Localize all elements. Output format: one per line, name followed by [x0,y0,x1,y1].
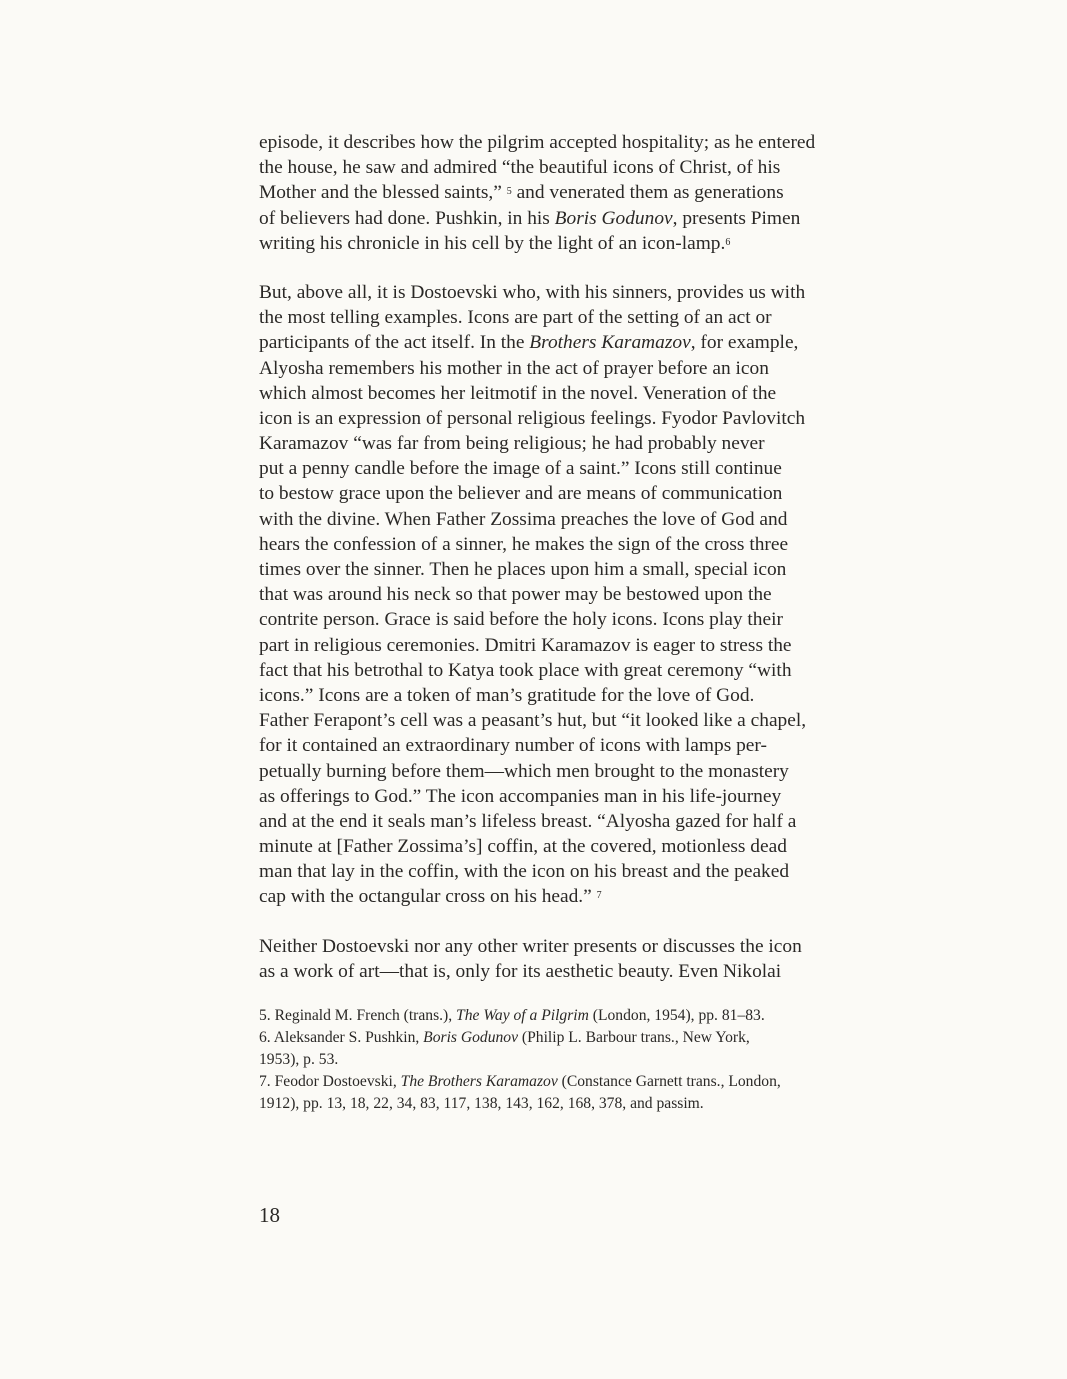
footnote-reference: 6 [725,236,731,248]
paragraph [259,280,919,910]
text-line [259,809,919,834]
text-run: hears the confession of a sinner, he makes the sign of the cross three [259,533,789,555]
text-run: the most telling examples. Icons are part of the setting of an act or [259,307,772,329]
footnote-line [259,1093,919,1115]
italic-title: The Brothers Karamazov [400,1073,558,1090]
text-run: of believers had done. Pushkin, in his [259,207,555,229]
footnote-reference: 7 [596,890,602,902]
text-line [259,934,919,959]
footnote-reference: 5 [506,186,512,198]
text-line [259,280,919,305]
text-run: (Philip L. Barbour trans., New York, [518,1029,750,1046]
text-line [259,206,919,231]
text-run: put a penny candle before the image of a saint.” Icons still continue [259,458,782,480]
text-run: 1912), pp. 13, 18, 22, 34, 83, 117, 138, 143, 162, 168, 378, and passim. [259,1095,704,1112]
text-line [259,456,919,481]
text-run: But, above all, it is Dostoevski who, with his sinners, provides us with [259,281,806,303]
text-run: , for example, [690,332,799,354]
paragraph-gap [259,910,919,934]
text-run: episode, it describes how the pilgrim accepted hospitality; as he entered [259,132,816,153]
text-run: which almost becomes her leitmotif in the novel. Veneration of the [259,382,777,404]
text-run: Alyosha remembers his mother in the act of prayer before an icon [259,357,769,379]
text-line [259,633,919,658]
text-line [259,155,919,180]
text-line [259,532,919,557]
text-line [259,305,919,330]
text-run: cap with the octangular cross on his head.” [259,886,597,908]
footnote-line [259,1027,919,1049]
italic-title: Boris Godunov [423,1029,519,1046]
text-line [259,582,919,607]
footnote-line [259,1049,919,1071]
text-line [259,733,919,758]
text-line [259,381,919,406]
text-line [259,658,919,683]
text-run: Mother and the blessed saints,” [259,182,507,204]
text-line [259,481,919,506]
text-run: Neither Dostoevski nor any other writer presents or discusses the icon [259,935,802,957]
text-run: part in religious ceremonies. Dmitri Karamazov is eager to stress the [259,634,792,656]
footnotes [259,1005,919,1115]
footnote-line [259,1071,919,1093]
text-run: petually burning before them—which men brought to the monastery [259,760,789,782]
italic-title: Boris Godunov [554,207,673,229]
paragraph-gap [259,256,919,280]
text-line [259,180,919,205]
text-run: contrite person. Grace is said before the holy icons. Icons play their [259,609,783,631]
text-run: 5. Reginald M. French (trans.), [259,1007,457,1024]
footnote-line [259,1005,919,1027]
text-run: that was around his neck so that power may be bestowed upon the [259,584,772,606]
text-line [259,431,919,456]
text-run: as a work of art—that is, only for its aesthetic beauty. Even Nikolai [259,960,782,982]
text-line [259,356,919,381]
text-line [259,406,919,431]
text-run: Karamazov “was far from being religious; he had probably never [259,433,765,455]
text-line [259,959,919,984]
italic-title: The Way of a Pilgrim [456,1007,589,1024]
text-run: man that lay in the coffin, with the icon on his breast and the peaked [259,861,790,883]
text-run: icons.” Icons are a token of man’s gratitude for the love of God. [259,684,755,706]
text-run: (Constance Garnett trans., London, [557,1073,781,1090]
text-line [259,507,919,532]
text-run: , presents Pimen [672,207,801,229]
text-line [259,708,919,733]
paragraph [259,130,919,256]
text-run: 6. Aleksander S. Pushkin, [259,1029,424,1046]
text-run: minute at [Father Zossima’s] coffin, at the covered, motionless dead [259,836,787,858]
text-run: and at the end it seals man’s lifeless breast. “Alyosha gazed for half a [259,810,797,832]
text-line [259,607,919,632]
text-line [259,683,919,708]
text-run: the house, he saw and admired “the beautiful icons of Christ, of his [259,157,781,179]
text-line [259,784,919,809]
paragraph [259,934,919,984]
text-run: 7. Feodor Dostoevski, [259,1073,401,1090]
text-line [259,130,919,155]
text-run: 1953), p. 53. [259,1051,339,1068]
italic-title: Brothers Karamazov [529,332,691,354]
text-run: writing his chronicle in his cell by the light of an icon-lamp. [259,232,726,254]
text-run: Father Ferapont’s cell was a peasant’s hut, but “it looked like a chapel, [259,710,807,732]
text-line [259,884,919,909]
text-run: participants of the act itself. In the [259,332,530,354]
text-line [259,834,919,859]
text-line [259,330,919,355]
text-run: with the divine. When Father Zossima preaches the love of God and [259,508,788,530]
text-run: times over the sinner. Then he places upon him a small, special icon [259,559,787,580]
body-text [259,130,919,984]
page-number: 18 [259,1203,280,1227]
text-run: fact that his betrothal to Katya took place with great ceremony “with [259,659,792,681]
text-run: for it contained an extraordinary number of icons with lamps per- [259,735,767,757]
text-line [259,557,919,582]
text-line [259,859,919,884]
text-run: to bestow grace upon the believer and are means of communication [259,483,783,505]
text-line [259,231,919,256]
text-run: icon is an expression of personal religious feelings. Fyodor Pavlovitch [259,407,806,429]
text-line [259,759,919,784]
text-run: and venerated them as generations [511,182,784,204]
text-run: as offerings to God.” The icon accompanies man in his life-journey [259,785,782,807]
text-run: (London, 1954), pp. 81–83. [588,1007,765,1024]
